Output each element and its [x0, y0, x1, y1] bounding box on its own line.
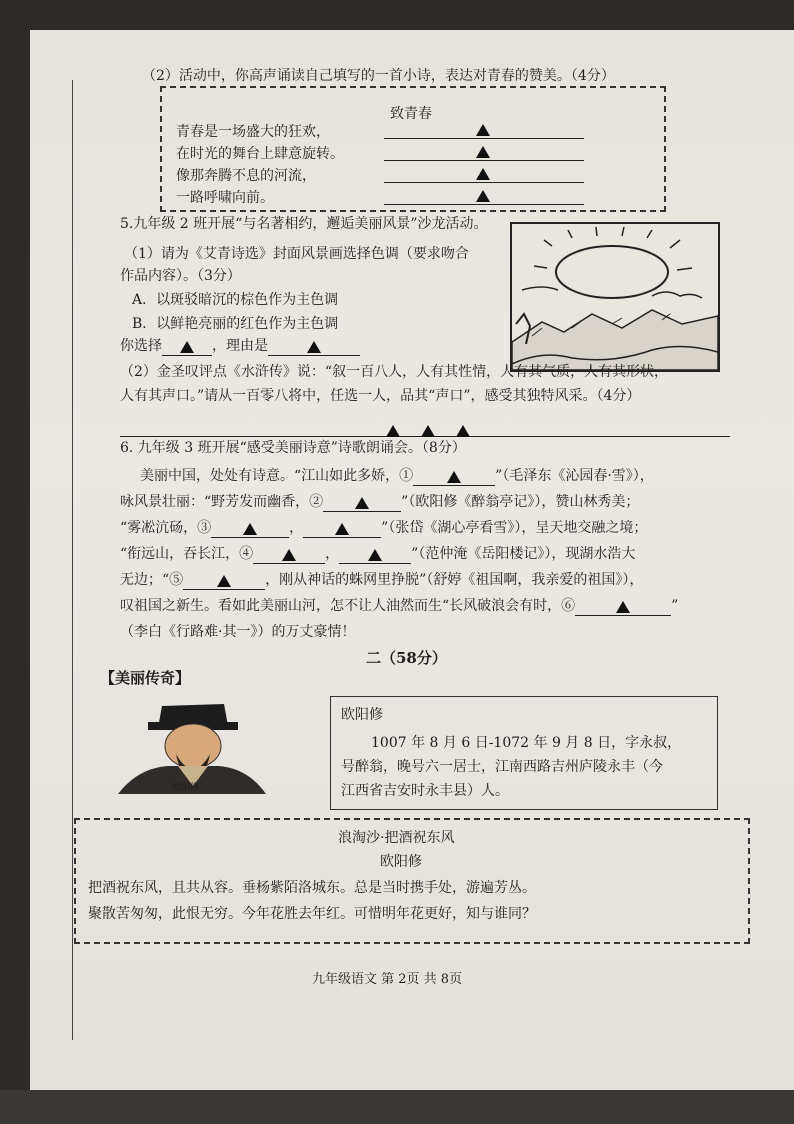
poem-blank-3[interactable] [384, 164, 584, 183]
q5-title: 5.九年级 2 班开展“与名著相约，邂逅美丽风景”沙龙活动。 [120, 216, 488, 232]
blank-marker-icon [476, 190, 490, 202]
q6-line2 [120, 492, 639, 512]
q6-l3c: ”（张岱《湖心亭看雪》），呈天地交融之境； [381, 520, 648, 536]
portrait-caption: 欧阳修 [172, 783, 200, 793]
q6-line3 [120, 518, 647, 538]
portrait-image [118, 696, 268, 800]
q6-blank-3b[interactable] [303, 521, 381, 538]
q6-l5a: 无边；“⑤ [120, 572, 184, 588]
blank-marker-icon [335, 523, 349, 535]
q6-l2a: 咏风景壮丽：“野芳发而幽香，② [120, 494, 324, 510]
q5-part1-line2: 作品内容）。（3分） [120, 268, 241, 284]
poem-title: 致青春 [390, 106, 432, 122]
blank-marker-icon [447, 471, 461, 483]
blank-marker-icon [476, 124, 490, 136]
blank-marker-icon [243, 523, 257, 535]
ci-poem-line-2: 聚散苦匆匆，此恨无穷。今年花胜去年红。可惜明年花更好，知与谁同？ [88, 906, 536, 922]
ci-poem-line-1: 把酒祝东风，且共从容。垂杨紫陌洛城东。总是当时携手处，游遍芳丛。 [88, 880, 536, 896]
blank-marker-icon [456, 425, 470, 437]
landscape-svg [512, 224, 718, 370]
poem-blank-4[interactable] [384, 186, 584, 205]
q6-l2b: ”（欧阳修《醉翁亭记》），赞山林秀美； [401, 494, 640, 510]
blank-marker-icon [616, 601, 630, 613]
background-top [0, 0, 794, 30]
poem-line-4: 一路呼啸向前。 [176, 190, 274, 206]
choose-mid: ，理由是 [212, 338, 268, 354]
q6-blank-4a[interactable] [253, 547, 325, 564]
q6-l4a: “衔远山，吞长江，④ [120, 546, 254, 562]
q6-l6b: ” [671, 598, 679, 614]
poem-blank-2[interactable] [384, 142, 584, 161]
blank-marker-icon [386, 425, 400, 437]
bio-name: 欧阳修 [341, 707, 383, 723]
blank-marker-icon [476, 146, 490, 158]
q5-option-a: A．以斑驳暗沉的棕色作为主色调 [132, 292, 339, 308]
choice-blank[interactable] [162, 339, 212, 356]
blank-marker-icon [421, 425, 435, 437]
q6-title: 6. 九年级 3 班开展“感受美丽诗意”诗歌朗诵会。（8分） [120, 440, 466, 456]
q5-part1-line1: （1）请为《艾青诗选》封面风景画选择色调（要求吻合 [124, 246, 469, 262]
background-left [0, 0, 30, 1124]
q6-line1 [140, 466, 654, 486]
ci-poem-box [74, 818, 750, 944]
poem-blank-1[interactable] [384, 120, 584, 139]
q6-blank-2[interactable] [323, 495, 401, 512]
poem-line-2: 在时光的舞台上肆意旋转。 [176, 146, 344, 162]
blank-marker-icon [217, 575, 231, 587]
q5-part2-line1: （2）金圣叹评点《水浒传》说：“叙一百八人，人有其性情，人有其气质，人有其形状， [120, 364, 669, 380]
q5-option-b: B．以鲜艳亮丽的红色作为主色调 [132, 316, 339, 332]
q6-l3b: ， [289, 520, 304, 536]
q6-l4b: ， [325, 546, 340, 562]
q6-blank-1[interactable] [413, 469, 495, 486]
q6-l1a: 美丽中国，处处有诗意。“江山如此多娇，① [140, 468, 414, 484]
blank-marker-icon [355, 497, 369, 509]
q6-line7: （李白《行路难·其一》）的万丈豪情！ [120, 624, 356, 640]
bio-box [330, 696, 718, 810]
q6-blank-4b[interactable] [339, 547, 411, 564]
blank-marker-icon [180, 341, 194, 353]
q6-l6a: 叹祖国之新生。看如此美丽山河，怎不让人油然而生“长风破浪会有时，⑥ [120, 598, 576, 614]
blank-marker-icon [307, 341, 321, 353]
landscape-image [510, 222, 720, 372]
q6-blank-5[interactable] [183, 573, 265, 590]
choose-prefix: 你选择 [120, 338, 162, 354]
q6-l4c: ”（范仲淹《岳阳楼记》），现湖水浩大 [411, 546, 636, 562]
q6-l1b: ”（毛泽东《沁园春·雪》）， [495, 468, 654, 484]
margin-line [72, 80, 73, 1040]
q6-line5 [120, 570, 643, 590]
q6-l5b: ，刚从神话的蛛网里挣脱”（舒婷《祖国啊，我亲爱的祖国》）， [265, 572, 644, 588]
reason-blank[interactable] [268, 339, 360, 356]
blank-marker-icon [368, 549, 382, 561]
ci-poem-title: 浪淘沙·把酒祝东风 [338, 830, 455, 846]
q6-blank-6[interactable] [575, 599, 671, 616]
legend-title: 【美丽传奇】 [100, 669, 191, 687]
q5-answer-markers [386, 420, 470, 439]
poem-line-3: 像那奔腾不息的河流， [176, 168, 316, 184]
bio-line-1: 1007 年 8 月 6 日-1072 年 9 月 8 日，字永叔， [371, 735, 682, 751]
blank-marker-icon [282, 549, 296, 561]
q6-l3a: “雾凇沆砀，③ [120, 520, 212, 536]
page-footer: 九年级语文 第 2页 共 8页 [312, 972, 463, 987]
ci-poem-author: 欧阳修 [380, 854, 422, 870]
q6-blank-3a[interactable] [211, 521, 289, 538]
background-bottom [0, 1090, 794, 1124]
q6-line6 [120, 596, 678, 616]
blank-marker-icon [476, 168, 490, 180]
q6-line4 [120, 544, 635, 564]
bio-line-2: 号醉翁，晚号六一居士，江南西路吉州庐陵永丰（今 [341, 759, 663, 775]
q4-2-prompt: （2）活动中，你高声诵读自己填写的一首小诗，表达对青春的赞美。（4分） [142, 68, 615, 84]
q5-answer-line [120, 336, 360, 356]
section2-heading: 二（58分） [366, 649, 447, 667]
bio-line-3: 江西省吉安时永丰县）人。 [341, 783, 509, 799]
poem-line-1: 青春是一场盛大的狂欢， [176, 124, 330, 140]
q5-part2-line2: 人有其声口。”请从一百零八将中，任选一人，品其“声口”，感受其独特风采。（4分） [120, 388, 641, 404]
poem-box [160, 86, 666, 212]
